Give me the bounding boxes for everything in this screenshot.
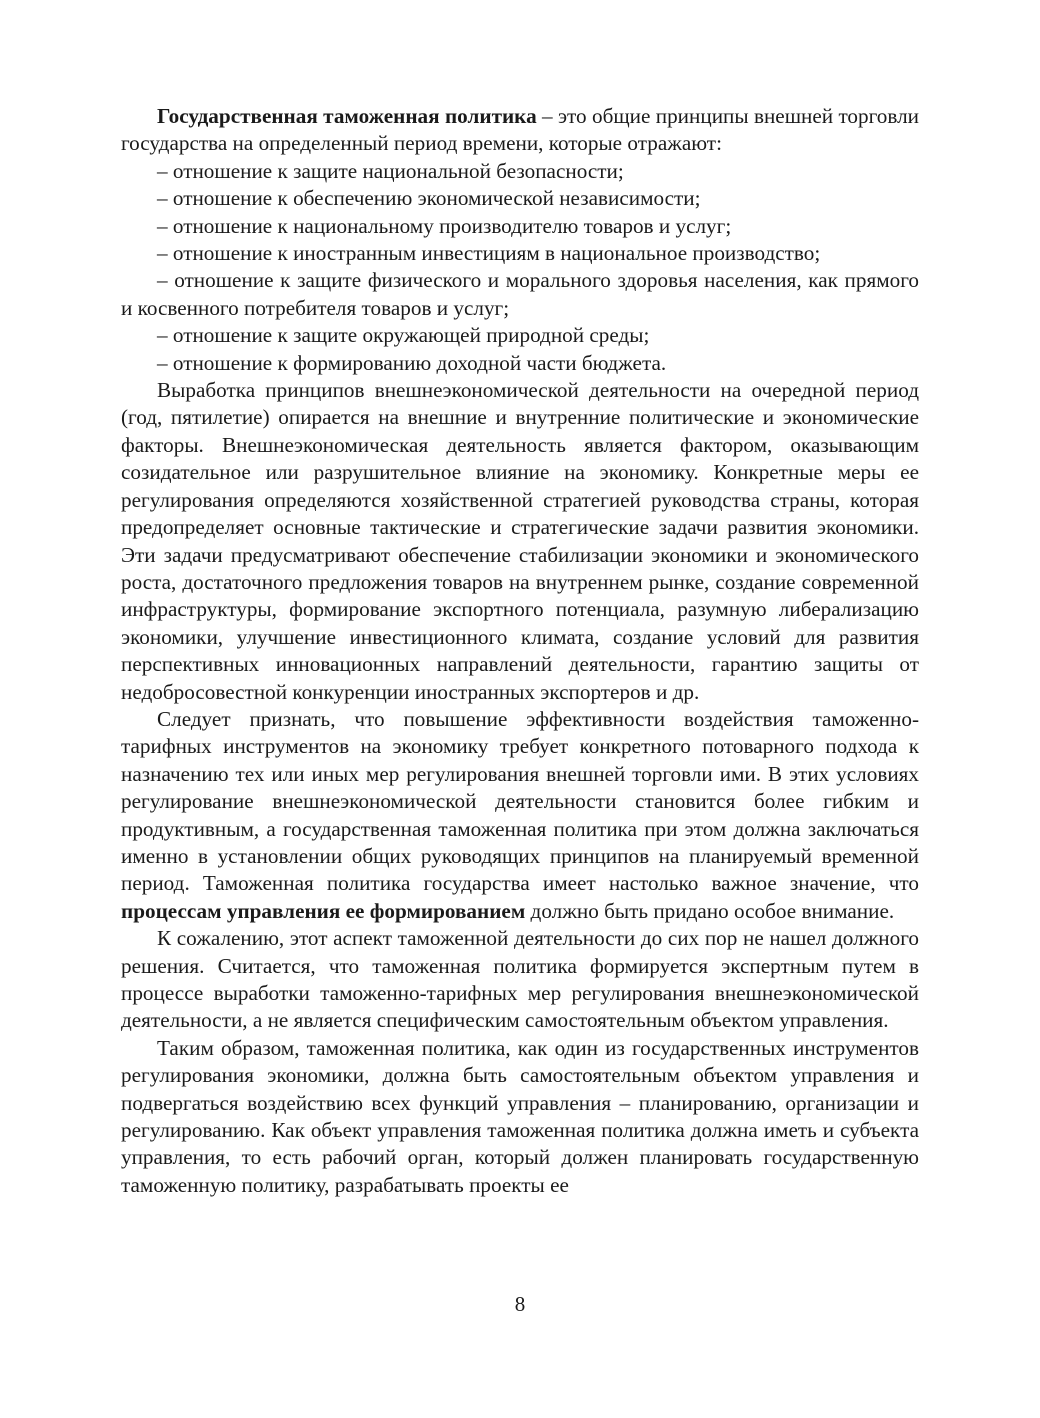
paragraph-2-after: должно быть придано особое внимание. (525, 898, 895, 923)
list-item: – отношение к формированию доходной части бюджета. (157, 350, 667, 375)
paragraph-1: Выработка принципов внешнеэкономической деятельности на очередной период (год, пятилетие) опирается на внешние и внутренние политические и экономические факторы. Внешнеэкономическая деятельность является фактором, оказывающим созидательное или разрушительное влияние на экономику. Конкретные меры ее регулирования определяются хозяйственной стратегией руководства страны, которая предопределяет основные тактические и стратегические задачи развития экономики. Эти задачи предусматривают обеспечение стабилизации экономики и экономического роста, достаточного предложения товаров на внутреннем рынке, создание современной инфраструктуры, формирование экспортного потенциала, разумную либерализацию экономики, улучшение инвестиционного климата, создание условий для развития перспективных инновационных направлений деятельности, гарантию защиты от недобросовестной конкуренции иностранных экспортеров и др. (121, 378, 919, 704)
list-item: – отношение к национальному производителю товаров и услуг; (157, 213, 732, 238)
list-item: – отношение к защите физического и морального здоровья населения, как прямого и косвенного потребителя товаров и услуг; (121, 268, 919, 320)
list-item: – отношение к защите национальной безопасности; (157, 158, 624, 183)
paragraph-2-before: Следует признать, что повышение эффективности воздействия таможенно-тарифных инструментов на экономику требует конкретного потоварного подхода к назначению тех или иных мер регулирования внешней торговли ими. В этих условиях регулирование внешнеэкономической деятельности становится более гибким и продуктивным, а государственная таможенная политика при этом должна заключаться именно в установлении общих руководящих принципов на планируемый временной период. Таможенная политика государства имеет настолько важное значение, что (121, 706, 919, 896)
page-number: 8 (514, 1292, 526, 1316)
intro-term: Государственная таможенная политика (157, 104, 537, 128)
paragraph-2-bold: процессам управления ее формированием (121, 898, 526, 923)
list-item: – отношение к обеспечению экономической независимости; (157, 186, 701, 211)
paragraph-4: Таким образом, таможенная политика, как один из государственных инструментов регулирования экономики, должна быть самостоятельным объектом управления и подвергаться воздействию всех функций управления – планированию, организации и регулированию. Как объект управления таможенная политика должна иметь и субъекта управления, то есть рабочий орган, который должен планировать государственную таможенную политику, разрабатывать проекты ее (121, 1035, 919, 1197)
list-item: – отношение к иностранным инвестициям в национальное производство; (157, 241, 821, 266)
page-body (121, 103, 919, 1199)
intro-rest: – это общие принципы внешней торговли государства на определенный период времени, которые отражают: (121, 104, 920, 156)
intro-paragraph (121, 103, 919, 158)
list-item: – отношение к защите окружающей природной среды; (157, 323, 650, 348)
paragraph-2 (121, 706, 919, 925)
paragraph-3: К сожалению, этот аспект таможенной деятельности до сих пор не нашел должного решения. Считается, что таможенная политика формируется экспертным путем в процессе выработки таможенно-тарифных мер регулирования внешнеэкономической деятельности, а не является специфическим самостоятельным объектом управления. (121, 926, 919, 1033)
